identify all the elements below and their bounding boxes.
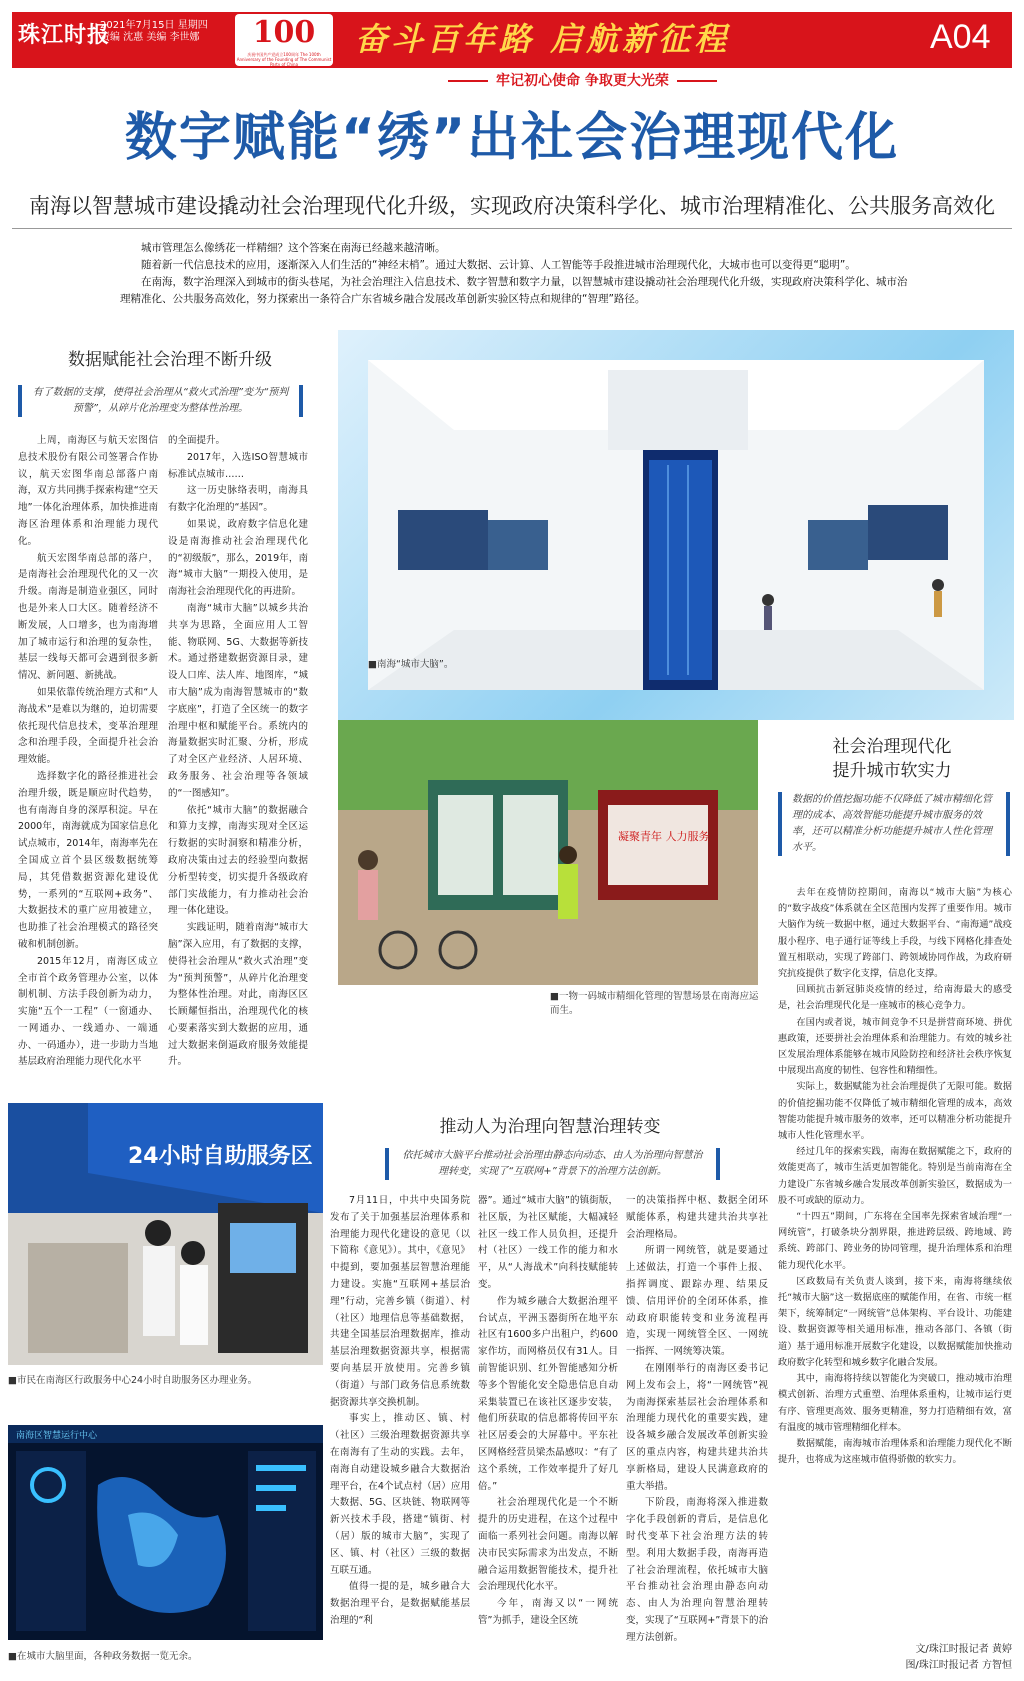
dashboard-title: 南海区智慧运行中心: [16, 1431, 98, 1441]
page-subhead: 南海以智慧城市建设撬动社会治理现代化升级，实现政府决策科学化、城市治理精准化、公共服务高效化: [29, 194, 995, 218]
intro-block: [120, 240, 910, 308]
photo-smart-kiosk: [338, 720, 758, 985]
paragraph: 作为城乡融合大数据治理平台试点，平洲玉器街所在地平东社区有1600多户出租户，约600家作坊，而网格员仅有31人。目前智能识别、红外智能感知分析等多个智能化安全隐患信息自动采集装置已在该社区逐步安装，他们所获取的信息都将传回平东社区居委会的大屏幕中。平东社区网格经营员梁杰晶感叹：“有了这个系统，工作效率提升了好几倍。”: [478, 1295, 618, 1492]
emblem-caption: 庆祝中国共产党成立100周年 The 100th Anniversary of the Founding of The Communist Party of China: [236, 52, 332, 67]
paragraph: 南海“城市大脑”以城乡共治共享为思路，全面应用人工智能、物联网、5G、大数据等新技术。通过搭建数据资源目录，建设人口库、法人库、地图库，“城市大脑”成为南海智慧城市的“数字底座”，打造了全区统一的数字治理中枢和赋能平台。系统内的海量数据实时汇聚、分析，形成了对全区产业经济、人居环境、政务服务、社会治理等各领域的“一图感知”。: [168, 602, 308, 799]
paragraph: “十四五”期间，广东将在全国率先探索省域治理“一网统管”，打破条块分割界限，推进跨层级、跨地域、跨系统、跨部门、跨业务的协同管理，提升治理体系和治理能力现代化水平。: [778, 1211, 1012, 1271]
intro-paragraph: 随着新一代信息技术的应用，逐渐深入人们生活的“神经末梢”。通过大数据、云计算、人工智能等手段推进城市治理现代化，大城市也可以变得更“聪明”。: [141, 259, 856, 271]
centenary-emblem: [235, 14, 333, 66]
paragraph: 数据赋能，南海城市治理体系和治理能力现代化不断提升，也将成为这座城市值得骄傲的软实力。: [778, 1437, 1012, 1466]
paragraph: 经过几年的探索实践，南海在数据赋能之下，政府的效能更高了，城市生活更加智能化。特别是当前南海在全力建设广东省城乡融合发展改革创新实验区，数据成为一股不可或缺的原动力。: [778, 1146, 1012, 1206]
photo-dashboard: [8, 1425, 323, 1640]
paragraph: 事实上，推动区、镇、村（社区）三级治理数据资源共享在南海有了生动的实践。去年，南海自动建设城乡融合大数据治理平台，在4个试点村（居）应用大数据、5G、区块链、物联网等新兴技术手段，搭建“镇街、村（居）版的城市大脑”，实现了区、镇、村（社区）三级的数据互联互通。: [330, 1413, 470, 1576]
kiosk-sign: 24小时自助服务区: [128, 1144, 313, 1169]
paragraph: 其中，南海将持续以智能化为突破口，推动城市治理模式创新、治理方式重塑、治理体系重构，让城市运行更有序、管理更高效、服务更精准，努力打造精细有效，富有温度的城市管理精细化样本。: [778, 1373, 1012, 1433]
intro-paragraph: 城市管理怎么像绣花一样精细？这个答案在南海已经越来越清晰。: [141, 242, 446, 254]
paragraph: 航天宏图华南总部的落户，是南海社会治理现代化的又一次升级。南海是制造业强区，同时也是外来人口大区。随着经济不断发展，人口增多，也为南海增加了城市运行和治理的复杂性，基层一线每天都可会遇到很多新情况、新问题、新挑战。: [18, 552, 158, 682]
paragraph: 实践证明，随着南海“城市大脑”深入应用，有了数据的支撑，使得社会治理从“救火式治理”变为“预判预警”，从碎片化治理变为整体性治理。对此，南海区区长顾耀恒指出，治理现代化的核心要素落实到大数据的应用，通过大数据来倒逼政府服务效能提升。: [168, 922, 308, 1068]
section3-column: [778, 885, 1012, 1630]
section2-column-2: [478, 1193, 618, 1663]
paragraph: 如果依靠传统治理方式和“人海战术”是难以为继的，迫切需要依托现代信息技术，变革治理理念和治理手段，全面提升社会治理效能。: [18, 686, 158, 766]
paragraph: 实际上，数据赋能为社会治理提供了无限可能。数据的价值挖掘功能不仅降低了城市精细化管理的成本，高效智能功能提升城市服务的效率，还可以精准分析功能提升城市人性化管理水平。: [778, 1081, 1012, 1142]
section2-column-1: [330, 1193, 470, 1663]
section2-quote: 依托城市大脑平台推动社会治理由静态向动态、由人为治理向智慧治理转变，实现了“互联网+”背景下的治理方法创新。: [385, 1148, 720, 1180]
paragraph: 社会治理现代化是一个不断提升的历史进程，在这个过程中面临一系列社会问题。南海以解决市民实际需求为出发点，不断融合运用数据智能技术，提升社会治理现代化水平。: [478, 1497, 618, 1593]
paragraph: 2017年，入选ISO智慧城市标准试点城市……: [168, 451, 308, 480]
section3-quote: 数据的价值挖掘功能不仅降低了城市精细化管理的成本、高效智能功能提升城市服务的效率，还可以精准分析功能提升城市人性化管理水平。: [778, 792, 1010, 856]
poster-text: 凝聚青年 人力服务: [618, 830, 710, 843]
dashboard-illustration: [8, 1425, 323, 1640]
section1-column-1: [18, 433, 158, 1068]
photo-caption: ■在城市大脑里面，各种政务数据一览无余。: [8, 1651, 198, 1662]
emblem-number: 100: [252, 15, 316, 50]
photo-self-service-area: [8, 1103, 323, 1365]
paragraph: 在国内或者说，城市间竞争不只是拼营商环境、拼优惠政策，还要拼社会治理体系和治理能力。有效的城乡社区发展治理体系能够在城市风险防控和经济社会秩序恢复中展现出高度的韧性、包容性和精细性。: [778, 1016, 1012, 1077]
paragraph: 回顾抗击新冠肺炎疫情的经过，给南海最大的感受是，社会治理现代化是一座城市的核心竞争力。: [778, 984, 1012, 1012]
page-number: A04: [930, 18, 991, 56]
masthead: 珠江时报: [18, 22, 111, 48]
self-service-illustration: [8, 1103, 323, 1365]
credit-photographer: 图/珠江时报记者 方智恒: [905, 1660, 1012, 1671]
section1-column-2: [168, 433, 308, 1068]
paragraph: 值得一提的是，城乡融合大数据治理平台，是数据赋能基层治理的“利: [330, 1581, 470, 1626]
paragraph: 在刚刚举行的南海区委书记网上发布会上，将“一网统管”视为南海探索基层社会治理体系和治理能力现代化的重要实践，建设各城乡融合发展改革创新实验区的重点内容，构建共建共治共享新格局，建设人民满意政府的重大举措。: [626, 1362, 768, 1492]
section3-title: [772, 735, 1012, 783]
paragraph: 区政数局有关负责人谈到，接下来，南海将继续依托“城市大脑”这一数据底座的赋能作用，在省、市统一框架下，统筹制定“一网统管”总体架构、平台设计、功能建设、数据资源等相关通用标准，推动各部门、各镇（街道）基于通用标准开展数字化建设，以数据赋能加快推动政府数字化转型和城乡数字化融合发展。: [778, 1275, 1012, 1368]
paragraph: 的全面提升。: [168, 435, 226, 446]
paragraph: 今年，南海又以“一网统管”为抓手，建设全区统: [478, 1598, 618, 1626]
photo-caption: ■市民在南海区行政服务中心24小时自助服务区办理业务。: [8, 1375, 258, 1386]
paragraph: 依托“城市大脑”的数据融合和算力支撑，南海实现对全区运行数据的实时洞察和精准分析，政府决策由过去的经验型向数据分析型转变，切实提升各级政府部门实战能力，有力推动社会治理一体化建设。: [168, 804, 308, 917]
paragraph: 去年在疫情防控期间，南海以“城市大脑”为核心的“数字战疫”体系就在全区范围内发挥了重要作用。城市大脑作为统一数据中枢，通过大数据平台、“南海通”战疫服小程序、电子通行证等线上手段，与线下网格化排查处置互相联动，实现了跨部门、跨领域协同作战，为政府研究抗疫提供了数字化支撑，信息化支撑。: [778, 887, 1012, 980]
banner-slogan: 奋斗百年路 启航新征程: [355, 20, 731, 58]
section2-title: 推动人为治理向智慧治理转变: [439, 1117, 661, 1137]
paragraph: 所谓一网统管，就是要通过上述做法，打造一个事件上报、指挥调度、跟踪办理、结果反馈、信用评价的全闭环体系，推动政府职能转变和业务流程再造，实现一网统管全区、一网统一指挥、一网统筹决策。: [626, 1245, 768, 1358]
editors-text: 责编 沈惠 美编 李世娜: [100, 32, 200, 43]
paragraph: 7月11日，中共中央国务院发布了关于加强基层治理体系和治理能力现代化建设的意见（以下简称《意见》）。其中，《意见》中提到，要加强基层智慧治理能力建设。实施“互联网+基层治理”行动，完善乡镇（街道）、村（社区）地理信息等基础数据，共建全国基层治理数据库，推动基层治理数据资源共享，根据需要向基层开放使用。完善乡镇（街道）与部门政务信息系统数据资源共享交换机制。: [330, 1195, 470, 1408]
paragraph: 选择数字化的路径推进社会治理升级，既是顺应时代趋势，也有南海自身的深厚积淀。早在2000年，南海就成为国家信息化试点城市，2014年，南海率先在全国成立首个县区级数据统筹局，其凭借数据资源化建设优势，一系列的“互联网+政务”、大数据技术的重广应用被建立，也助推了社会治理模式的路径突破和机制创新。: [18, 770, 158, 950]
section1-quote: 有了数据的支撑，使得社会治理从“救火式治理”变为“预判预警”，从碎片化治理变为整体性治理。: [18, 385, 303, 417]
section3-title-line: 社会治理现代化: [832, 737, 952, 757]
credit-writer: 文/珠江时报记者 黄婷: [915, 1644, 1012, 1655]
paragraph: 2015年12月，南海区成立全市首个政务管理办公室，以体制机制、方法手段创新为动力，实施“五个一工程”（一窗通办、一网通办、一线通办、一端通办、一码通办），进一步助力当地基层政府治理能力现代化水平: [18, 955, 158, 1068]
section1-title: 数据赋能社会治理不断升级: [68, 350, 272, 370]
paragraph: 如果说，政府数字信息化建设是南海推动社会治理现代化的“初级版”，那么，2019年，南海“城市大脑”一期投入使用，是南海社会治理现代化的再进阶。: [168, 518, 308, 598]
section3-title-line: 提升城市软实力: [832, 761, 952, 781]
intro-paragraph: 在南海，数字治理深入到城市的街头巷尾，为社会治理注入信息技术、数字智慧和数字力量，以智慧城市建设撬动社会治理现代化升级，实现政府决策科学化、城市治理精准化、公共服务高效化，努力探索出一条符合广东省城乡融合发展改革创新实验区特点和规律的“智理”路径。: [120, 276, 908, 305]
paragraph: 这一历史脉络表明，南海具有数字化治理的“基因”。: [168, 485, 308, 514]
divider: [12, 228, 1012, 229]
paragraph: 下阶段，南海将深入推进数字化手段创新的背后，是信息化时代变革下社会治理方法的转型。利用大数据手段，南海再造了社会治理流程，依托城市大脑平台推动社会治理由静态向动态、由人为治理向智慧治理转变，实现了“互联网+”背景下的治理方法创新。: [626, 1497, 768, 1643]
page-headline: 数字赋能“绣”出社会治理现代化: [124, 108, 900, 168]
issue-date: [100, 20, 210, 44]
sub-slogan: 牢记初心使命 争取更大光荣: [440, 70, 725, 90]
street-scene-illustration: [338, 720, 758, 985]
paragraph: 器”。通过“城市大脑”的镇街版，社区版，为社区赋能，大幅减轻社区一线工作人员负担，还提升村（社区）一线工作的能力和水平，从“人海战术”向科技赋能转变。: [478, 1195, 618, 1290]
photo-caption: ■一物一码城市精细化管理的智慧场景在南海应运而生。: [550, 991, 759, 1016]
section2-column-3: [626, 1193, 768, 1663]
paragraph: 一的决策指挥中枢、数据全闭环赋能体系，构建共建共治共享社会治理格局。: [626, 1195, 768, 1240]
date-text: 2021年7月15日 星期四: [100, 20, 208, 31]
photo-caption: ■南海“城市大脑”。: [368, 659, 454, 670]
paragraph: 上周，南海区与航天宏图信息技术股份有限公司签署合作协议，航天宏图华南总部落户南海，双方共同携手探索构建“空天地”一体化治理体系，加快推进南海区治理体系和治理能力现代化。: [18, 435, 158, 547]
